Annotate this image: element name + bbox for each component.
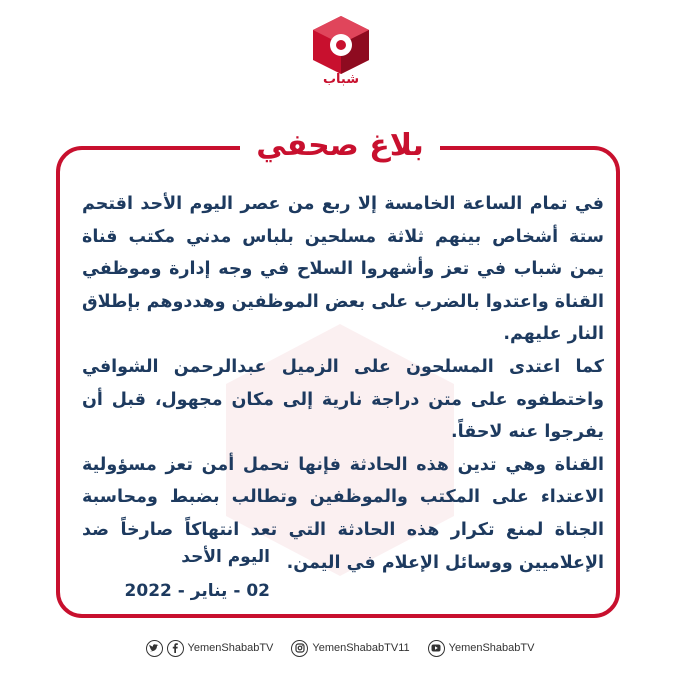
facebook-icon <box>167 640 184 657</box>
youtube-icon <box>428 640 445 657</box>
signoff-day: اليوم الأحد <box>181 547 270 567</box>
social-footer <box>0 630 680 666</box>
statement-body <box>82 188 604 579</box>
instagram-handle: YemenShababTV11 <box>312 642 410 654</box>
social-instagram[interactable] <box>291 640 409 657</box>
channel-logo-text: شباب <box>322 72 360 87</box>
social-youtube[interactable] <box>428 640 535 657</box>
statement-paragraph: كما اعتدى المسلحون على الزميل عبدالرحمن الشوافي واختطفوه على متن دراجة نارية إلى مكان مجهول، قبل أن يفرجوا عنه لاحقاً. <box>82 356 604 443</box>
twitter-icon <box>146 640 163 657</box>
page-title: بلاغ صحفي <box>256 127 424 163</box>
signoff-date: 02 - يناير - 2022 <box>124 581 270 601</box>
social-twitter-facebook[interactable] <box>146 640 274 657</box>
instagram-icon <box>291 640 308 657</box>
signoff <box>120 540 270 608</box>
title-box <box>240 120 440 170</box>
youtube-handle: YemenShababTV <box>448 642 535 654</box>
statement-paragraph: في تمام الساعة الخامسة إلا ربع من عصر اليوم الأحد اقتحم ستة أشخاص بينهم ثلاثة مسلحين بلباس مدني مكتب قناة يمن شباب في تعز وأشهروا السلاح في وجه إدارة وموظفي القناة واعتدوا بالضرب على بعض الموظفين وهددوهم بإطلاق النار عليهم. <box>81 194 604 345</box>
statement-paragraph: القناة وهي تدين هذه الحادثة فإنها تحمل أمن تعز مسؤولية الاعتداء على المكتب والموظفين وتطالب بضبط ومحاسبة الجناة لمنع تكرار هذه الحادثة التي تعد انتهاكاً صارخاً ضد الإعلاميين ووسائل الإعلام في اليمن. <box>82 454 604 573</box>
twitter-facebook-handle: YemenShababTV <box>187 642 274 654</box>
